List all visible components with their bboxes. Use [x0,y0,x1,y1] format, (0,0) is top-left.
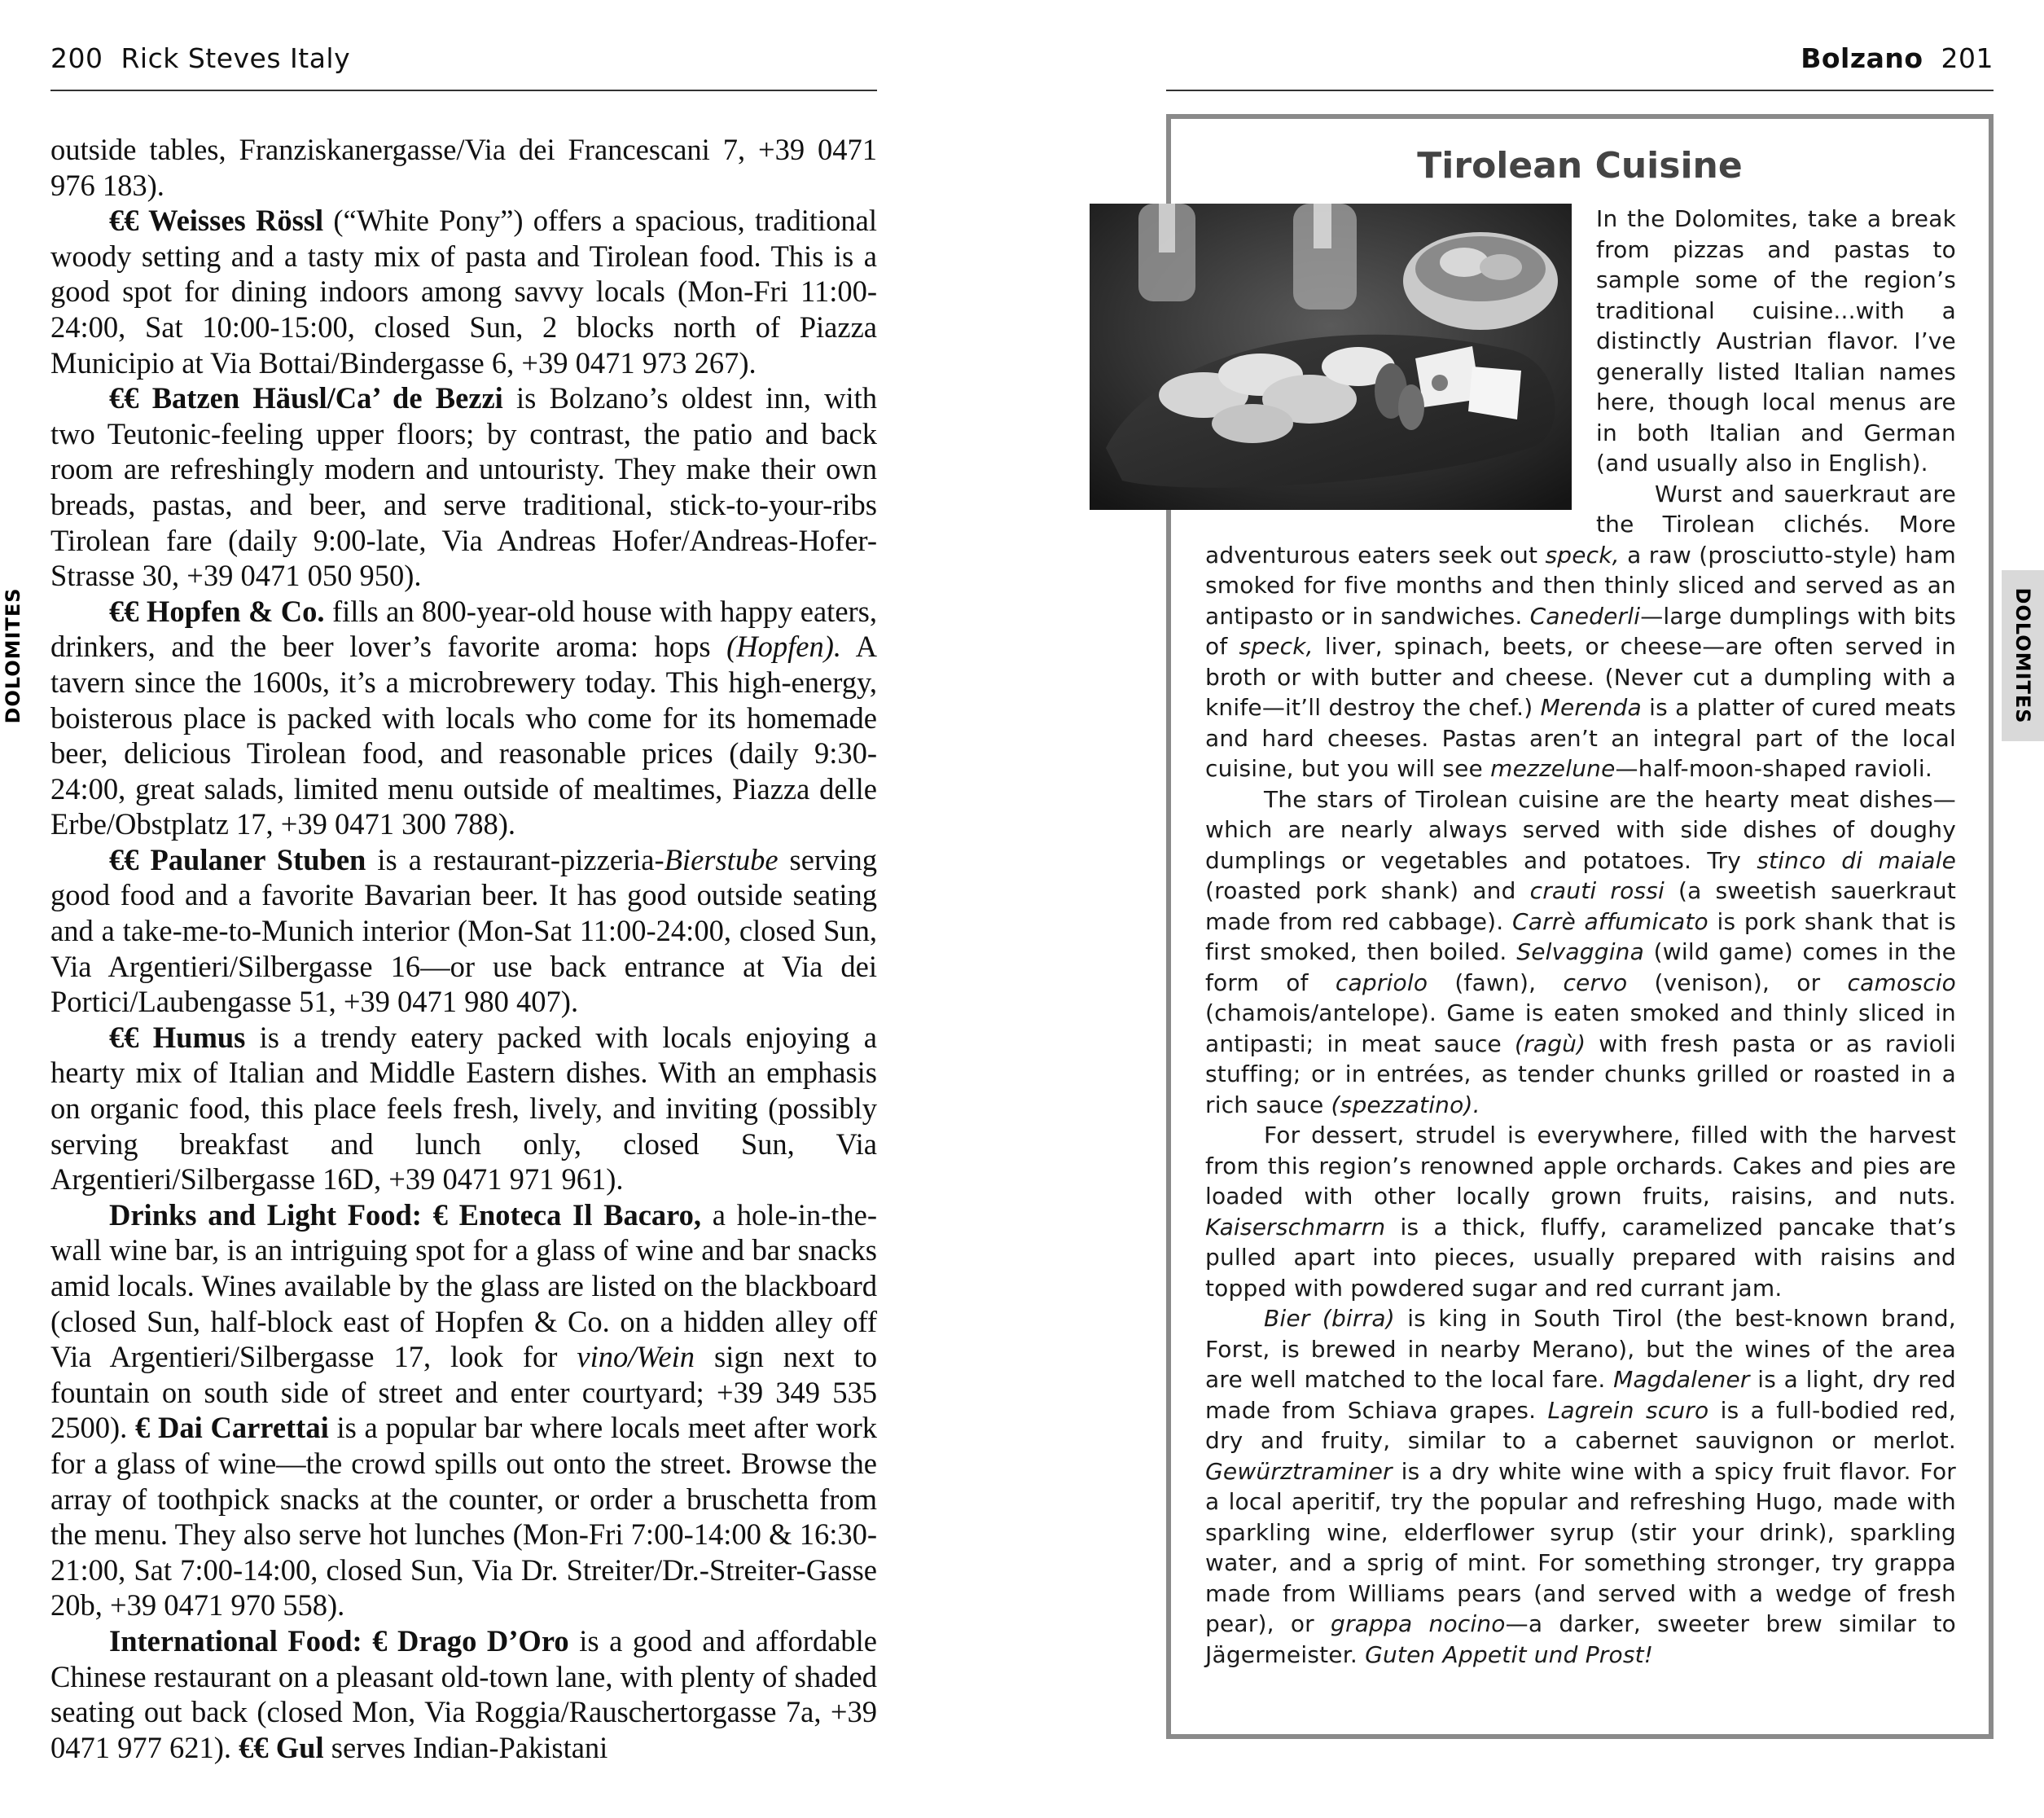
running-head-right [1166,42,1994,91]
italic-text-run: Canederli [1529,602,1641,630]
text-run: sign next to fountain on south side of street and enter courtyard; +39 349 535 2500). [50,1340,877,1445]
bold-text-run: Drinks and Light Food: € Enoteca Il Bacaro, [109,1197,702,1232]
food-photo-frame [1090,204,1572,510]
italic-text-run: Carrè affumicato [1511,907,1708,935]
bold-text-run: International Food: € Drago D’Oro [109,1623,569,1658]
section-tab-label: DOLOMITES [2011,587,2034,724]
book-title: Rick Steves Italy [121,42,351,74]
paragraph [1205,784,1956,1121]
italic-text-run: Bierstube [664,842,779,876]
section-tab-right [2002,570,2044,741]
bold-text-run: € Dai Carrettai [135,1411,329,1445]
bold-text-run: €€ Weisses Rössl [109,204,324,238]
text-run: serving good food and a favorite Bavarian beer. It has good outside seating and a take-me-to-Munich interior (Mon-Sat 11:00-24:00, closed Sun, Via Argentieri/Silbergasse 16—or use back entrance at Via dei Portici/Laubengasse 51, +39 0471 980 407). [50,842,877,1019]
italic-text-run: Kaiserschmarrn [1205,1213,1386,1241]
sidebar-title: Tirolean Cuisine [1417,145,1743,187]
italic-text-run: Bier (birra) [1264,1305,1395,1332]
text-run: a hole-in-the-wall wine bar, is an intriguing spot for a glass of wine and bar snacks amid locals. Wines available by the glass are listed on the blackboard (closed Sun, half-block east of Hopfen & Co. on a hidden alley off Via Argentieri/Silbergasse 17, look for [50,1197,877,1374]
text-run: is a popular bar where locals meet after work for a glass of wine—the crowd spills out onto the street. Browse the array of toothpick snacks at the counter, or order a bruschetta from the menu. They also serve hot lunches (Mon-Fri 7:00-14:00 & 16:30-21:00, Sat 7:00-14:00, closed Sun, Via Dr. Streiter/Dr.-Streiter-Gasse 20b, +39 0471 970 558). [50,1411,877,1623]
text-run: In the Dolomites, take a break from pizzas and pastas to sample some of the region’s traditional cuisine...with a distinctly Austrian flavor. I’ve generally listed Italian names here, though local menus are in both Italian and German (and usually also in English). [1596,205,1956,476]
italic-text-run: Magdalener [1613,1366,1750,1393]
chapter-title: Bolzano [1801,42,1923,74]
text-run: serves Indian-Pakistani [323,1730,608,1764]
text-run: fills an 800-year-old house with happy eaters, drinkers, and the beer lover’s favorite aroma: hops [50,594,878,664]
page-number: 201 [1941,42,1994,74]
sidebar-box [1166,114,1994,1739]
italic-text-run: Lagrein scuro [1547,1396,1709,1424]
text-run: is king in South Tirol (the best-known brand, Forst, is brewed in nearby Merano), but the wines of the area are well matched to the local fare. [1205,1305,1956,1393]
italic-text-run: camoscio [1847,968,1956,996]
text-run: is a dry white wine with a spicy fruit flavor. For a local aperitif, try the popular and refreshing Hugo, made with sparkling wine, elderflower syrup (stir your drink), sparkling water, and a sprig of mint. For something stronger, try grappa made from Williams pears (and served with a wedge of fresh pear), or [1205,1457,1956,1637]
bold-text-run: €€ Hopfen & Co. [109,594,325,628]
paragraph [1205,1303,1956,1670]
italic-text-run: grappa nocino [1331,1610,1506,1637]
text-run: (fawn), [1428,968,1564,996]
paragraph [1205,479,1956,784]
italic-text-run: Selvaggina [1516,938,1644,965]
bold-text-run: €€ Paulaner Stuben [109,842,366,876]
text-run: is a thick, fluffy, caramelized pancake that’s pulled apart into pieces, usually prepared with raisins and topped with powdered sugar and red currant jam. [1205,1213,1956,1302]
right-page [1022,0,2044,1818]
text-run: (venison), or [1627,968,1848,996]
text-run: (wild game) comes in the form of [1205,938,1957,996]
bold-text-run: €€ Batzen Häusl/Ca’ de Bezzi [109,381,503,415]
italic-text-run: Merenda [1540,694,1642,721]
text-run: is a full-bodied red, dry and fruity, similar to a cabernet sauvignon or merlot. [1205,1396,1956,1454]
left-body-text [50,132,877,1765]
running-head-left [50,42,877,91]
italic-text-run: speck, [1239,633,1314,660]
paragraph [1205,1120,1956,1303]
text-run: a raw (prosciutto-style) ham smoked for five months and then thinly sliced and served as an antipasto or in sandwiches. [1205,541,1956,630]
text-run: outside tables, Franziskanergasse/Via dei Francescani 7, +39 0471 976 183). [50,133,877,202]
italic-text-run: mezzelune [1490,755,1616,782]
text-run: The stars of Tirolean cuisine are the hearty meat dishes—which are nearly always served with side dishes of doughy dumplings or vegetables and potatoes. Try [1205,785,1956,874]
italic-text-run: cervo [1563,968,1628,996]
italic-text-run: (ragù) [1515,1030,1586,1057]
text-run: —a darker, sweeter brew similar to Jägermeister. [1205,1610,1957,1668]
text-run: is a platter of cured meats and hard cheeses. Pastas aren’t an integral part of the local cuisine, but you will see [1205,694,1956,782]
text-run: is pork shank that is first smoked, then boiled. [1205,907,1956,965]
text-run: liver, spinach, beets, or cheese—are often served in broth or with butter and cheese. (Never cut a dumpling with a knife—it’ll destroy the chef.) [1205,633,1956,721]
italic-text-run: (spezzatino). [1331,1091,1480,1118]
paragraph [50,1020,877,1197]
text-run: is a good and affordable Chinese restaurant on a pleasant old-town lane, with plenty of shaded seating out back (closed Mon, Via Roggia/Rauschertorgasse 7a, +39 0471 977 621). [50,1623,877,1764]
text-run: is a restaurant-pizzeria- [366,842,665,876]
text-run: —half-moon-shaped ravioli. [1615,755,1932,782]
text-run: is a light, dry red made from Schiava grapes. [1205,1366,1956,1424]
text-run: Wurst and sauerkraut are the Tirolean clichés. More adventurous eaters seek out [1205,480,1956,569]
section-tab-left [0,570,26,741]
paragraph [50,380,877,594]
italic-text-run: (Hopfen). [726,630,842,664]
food-platter-photo [1090,204,1572,510]
text-run: is Bolzano’s oldest inn, with two Teutonic-feeling upper floors; by contrast, the patio and back room are refreshingly modern and untouristy. They make their own breads, pastas, and beer, and serve traditional, stick-to-your-ribs Tirolean fare (daily 9:00-late, Via Andreas Hofer/Andreas-Hofer-Strasse 30, +39 0471 050 950). [50,381,877,593]
paragraph [50,594,877,842]
bold-text-run: €€ Humus [109,1020,246,1054]
italic-text-run: crauti rossi [1529,877,1665,904]
text-run: (“White Pony”) offers a spacious, traditional woody setting and a tasty mix of pasta and Tirolean food. This is a good spot for dining indoors among savvy locals (Mon-Fri 11:00-24:00, Sat 10:00-15:00, closed Sun, 2 blocks north of Piazza Municipio at Via Bottai/Bindergasse 6, +39 0471 973 267). [50,204,877,380]
italic-text-run: speck, [1545,541,1620,569]
paragraph [50,1197,877,1623]
paragraph [50,842,877,1020]
section-tab-label: DOLOMITES [2,587,24,724]
page-number: 200 [50,42,103,74]
text-run: —large dumplings with bits of [1205,602,1956,660]
text-run: (a sweetish sauerkraut made from red cabbage). [1205,877,1957,935]
text-run: For dessert, strudel is everywhere, filled with the harvest from this region’s renowned apple orchards. Cakes and pies are loaded with other locally grown fruits, raisins, and nuts. [1205,1122,1956,1210]
text-run: is a trendy eatery packed with locals enjoying a hearty mix of Italian and Middle Eastern dishes. With an emphasis on organic food, this place feels fresh, lively, and inviting (possibly serving breakfast and lunch only, closed Sun, Via Argentieri/Silbergasse 16D, +39 0471 971 961). [50,1020,877,1197]
bold-text-run: €€ Gul [239,1730,324,1764]
paragraph [50,1623,877,1765]
italic-text-run: stinco di maiale [1757,846,1956,874]
sidebar-body-text [1205,204,1956,1670]
italic-text-run: vino/Wein [577,1340,695,1374]
paragraph [50,203,877,380]
text-run: with fresh pasta or as ravioli stuffing; or in entrées, as tender chunks grilled or roasted in a rich sauce [1205,1030,1956,1118]
text-run: (chamois/antelope). Game is eaten smoked and thinly sliced in antipasti; in meat sauce [1205,999,1956,1057]
italic-text-run: Gewürztraminer [1205,1457,1393,1485]
italic-text-run: Guten Appetit und Prost! [1365,1640,1654,1668]
paragraph [50,132,877,203]
italic-text-run: capriolo [1335,968,1428,996]
text-run: (roasted pork shank) and [1205,877,1530,904]
text-run: A tavern since the 1600s, it’s a microbrewery today. This high-energy, boisterous place is packed with locals who come for its homemade beer, delicious Tirolean food, and reasonable prices (daily 9:30-24:00, great salads, limited menu outside of mealtimes, Piazza delle Erbe/Obstplatz 17, +39 0471 300 788). [50,630,877,841]
